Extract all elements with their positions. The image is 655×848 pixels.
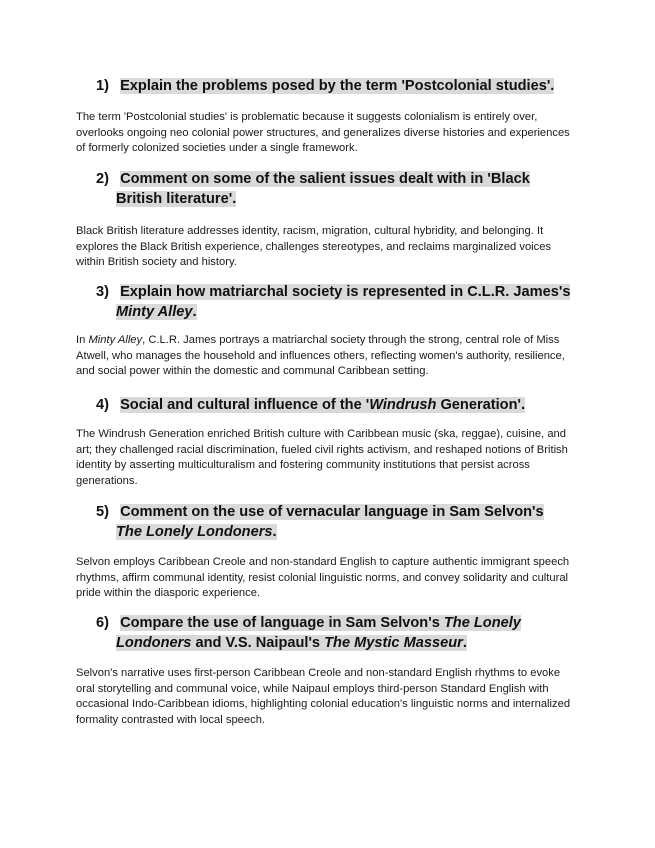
answer-4: The Windrush Generation enriched British culture with Caribbean music (ska, reggae), cuisine, and art; they challenged racial discrimination, fueled civil rights activism, and reshaped notions of British identity by asserting multiculturalism and fostering community institutions that persist across generations. [76,428,568,487]
punctuation: . [272,524,277,540]
question-text: Comment on the use of vernacular language in Sam Selvon's [120,504,544,520]
answer-2: Black British literature addresses identity, racism, migration, cultural hybridity, and belonging. It explores the Black British experience, challenges stereotypes, and reclaims marginalized voices within British society and history. [76,225,552,269]
question-4-heading [96,395,525,415]
answer-5: Selvon employs Caribbean Creole and non-standard English to capture authentic immigrant speech rhythms, affirm communal identity, resist colonial linguistic norms, and convey solidarity and cultural pride within the diasporic experience. [76,556,570,600]
book-title: The Lonely [443,615,521,631]
question-text: Comment on some of the salient issues dealt with in 'Black [120,171,530,187]
question-6-heading [96,613,521,653]
question-number: 5) [96,504,109,520]
question-text: Compare the use of language in Sam Selvon's [120,615,444,631]
book-title-cont: Londoners [116,635,192,651]
punctuation: . [462,635,467,651]
question-text-mid: and V.S. Naipaul's [191,635,325,651]
question-number: 6) [96,615,109,631]
book-title: Minty Alley [116,304,193,320]
question-1-heading [96,76,554,96]
question-text-end: Generation'. [436,397,526,413]
question-number: 2) [96,171,109,187]
question-number: 1) [96,78,109,94]
answer-6: Selvon's narrative uses first-person Caribbean Creole and non-standard English rhythms to evoke oral storytelling and communal voice, while Naipaul employs third-person Standard English with occasional Indo-Caribbean idioms, highlighting colonial education's linguistic norms and internalized formality contrasted with local speech. [76,667,571,726]
book-title: The Lonely Londoners [116,524,273,540]
question-5-heading [96,502,544,542]
question-text: Explain how matriarchal society is represented in C.L.R. James's [120,284,571,300]
answer-body: , C.L.R. James portrays a matriarchal society through the strong, central role of Miss Atwell, who manages the household and influences others, reflecting women's authority, resilience, and social power within the domestic and communal Caribbean setting. [76,334,565,378]
punctuation: . [192,304,197,320]
question-number: 3) [96,284,109,300]
question-number: 4) [96,397,109,413]
question-italic: Windrush [369,397,437,413]
question-text: Social and cultural influence of the ' [120,397,370,413]
question-text-line2: British literature'. [116,191,237,207]
answer-lead: In [76,334,89,346]
question-3-heading [96,282,570,322]
question-text: Explain the problems posed by the term 'Postcolonial studies'. [120,78,555,94]
answer-1: The term 'Postcolonial studies' is problematic because it suggests colonialism is entirely over, overlooks ongoing neo colonial power structures, and generalizes diverse histories and experiences of formerly colonized societies under a single framework. [76,111,570,155]
book-title: Minty Alley [88,334,143,346]
answer-3 [76,333,581,380]
book-title-2: The Mystic Masseur [324,635,463,651]
question-2-heading [96,169,530,209]
